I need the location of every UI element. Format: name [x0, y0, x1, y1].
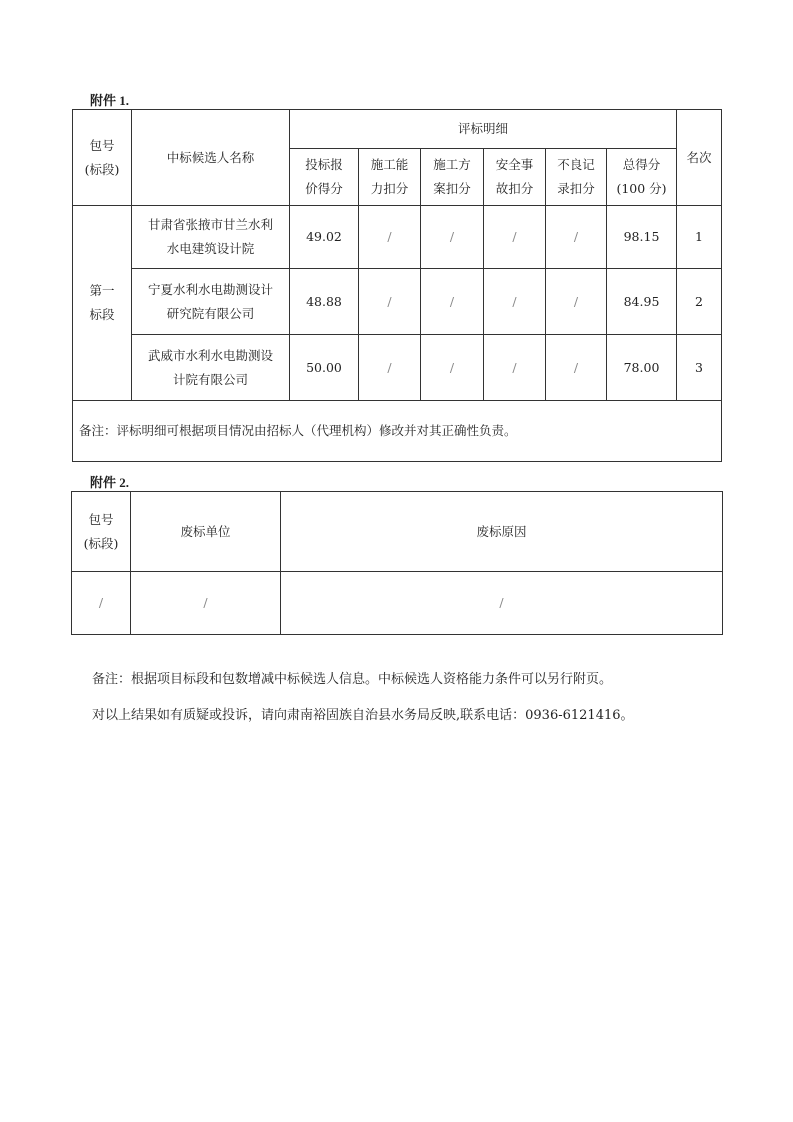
- header-reason: 废标原因: [281, 492, 723, 572]
- header-col: 施工能 力扣分: [359, 149, 421, 206]
- d3-cell: /: [484, 335, 546, 401]
- d2-cell: /: [421, 206, 484, 269]
- remark-cell: 备注：评标明细可根据项目情况由招标人（代理机构）修改并对其正确性负责。: [73, 401, 722, 462]
- d1-cell: /: [359, 269, 421, 335]
- table-row: [73, 206, 722, 269]
- total-cell: 78.00: [607, 335, 677, 401]
- header-details: 评标明细: [290, 110, 677, 149]
- price-cell: 50.00: [290, 335, 359, 401]
- candidate-name: 甘肃省张掖市甘兰水利 水电建筑设计院: [132, 206, 290, 269]
- unit-cell: /: [131, 572, 281, 635]
- attachment-2-title: 附件 2.: [90, 475, 130, 490]
- package-cell: /: [72, 572, 131, 635]
- d4-cell: /: [546, 335, 607, 401]
- header-name: 中标候选人名称: [132, 110, 290, 206]
- d2-cell: /: [421, 335, 484, 401]
- total-cell: 84.95: [607, 269, 677, 335]
- header-package: 包号 (标段): [73, 110, 132, 206]
- section-cell: 第一 标段: [73, 206, 132, 401]
- disqualified-table: [71, 491, 723, 635]
- evaluation-table: [72, 109, 722, 462]
- table-row: [72, 572, 723, 635]
- header-unit: 废标单位: [131, 492, 281, 572]
- total-cell: 98.15: [607, 206, 677, 269]
- d3-cell: /: [484, 269, 546, 335]
- header-col: 投标报 价得分: [290, 149, 359, 206]
- header-rank: 名次: [677, 110, 722, 206]
- d1-cell: /: [359, 206, 421, 269]
- header-col: 安全事 故扣分: [484, 149, 546, 206]
- header-col: 施工方 案扣分: [421, 149, 484, 206]
- reason-cell: /: [281, 572, 723, 635]
- rank-cell: 3: [677, 335, 722, 401]
- d1-cell: /: [359, 335, 421, 401]
- table-row: [73, 269, 722, 335]
- d2-cell: /: [421, 269, 484, 335]
- price-cell: 48.88: [290, 269, 359, 335]
- d4-cell: /: [546, 206, 607, 269]
- note-1: 备注：根据项目标段和包数增减中标候选人信息。中标候选人资格能力条件可以另行附页。: [92, 672, 613, 687]
- candidate-name: 宁夏水利水电勘测设计 研究院有限公司: [132, 269, 290, 335]
- d4-cell: /: [546, 269, 607, 335]
- attachment-1-title: 附件 1.: [90, 93, 130, 108]
- header-col: 总得分 (100 分): [607, 149, 677, 206]
- rank-cell: 1: [677, 206, 722, 269]
- candidate-name: 武威市水利水电勘测设 计院有限公司: [132, 335, 290, 401]
- price-cell: 49.02: [290, 206, 359, 269]
- rank-cell: 2: [677, 269, 722, 335]
- note-2: 对以上结果如有质疑或投诉，请向肃南裕固族自治县水务局反映,联系电话：0936-6121416。: [92, 708, 634, 723]
- header-package: 包号 (标段): [72, 492, 131, 572]
- table-row: [73, 335, 722, 401]
- d3-cell: /: [484, 206, 546, 269]
- header-col: 不良记 录扣分: [546, 149, 607, 206]
